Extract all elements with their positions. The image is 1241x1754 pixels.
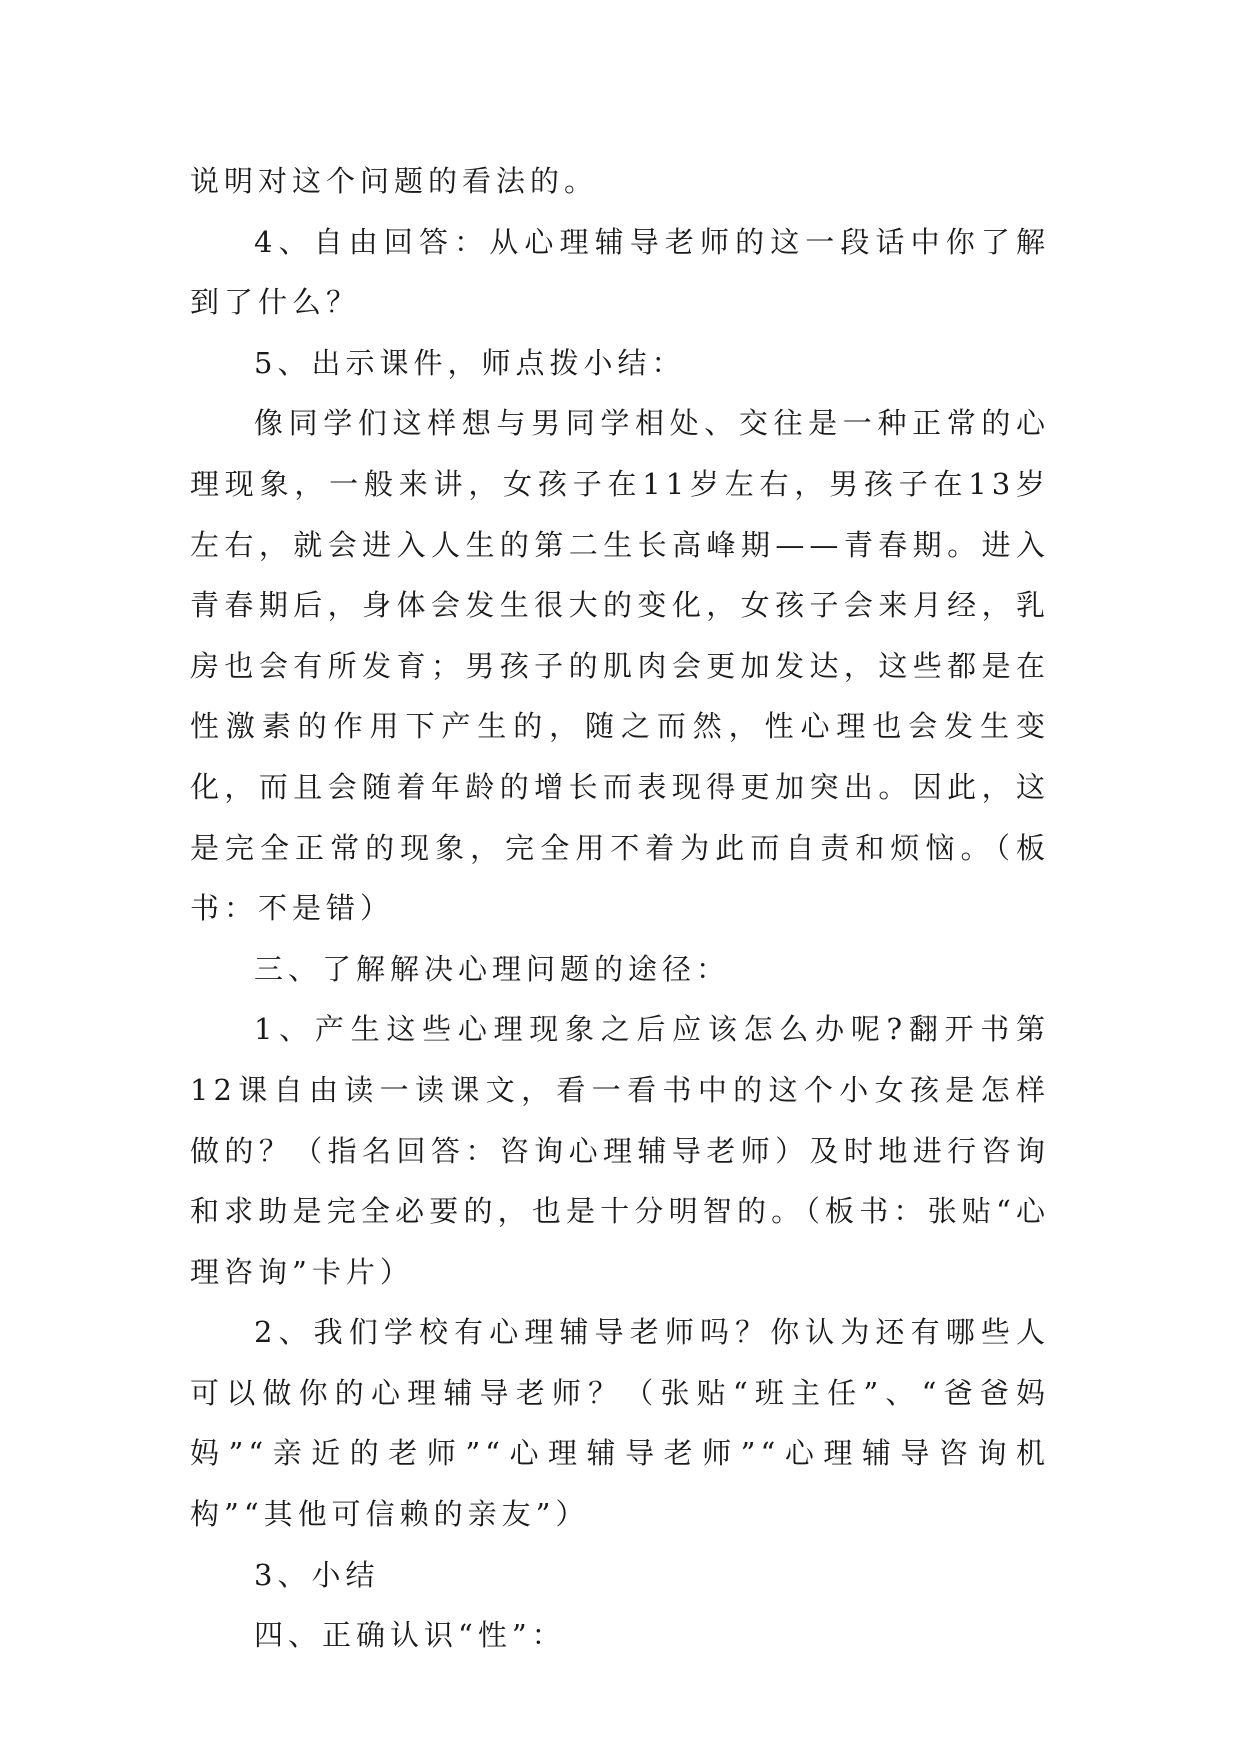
section-heading: 四、正确认识“性”： [254,1618,566,1653]
paragraph: 4、自由回答：从心理辅导老师的这一段话中你了解到了什么？ [190,224,1050,320]
section-heading: 三、了解解决心理问题的途径： [254,951,731,986]
document-body [190,151,1050,1666]
paragraph: 2、我们学校有心理辅导老师吗？你认为还有哪些人可以做你的心理辅导老师？（张贴“班主任”、“爸爸妈妈”“亲近的老师”“心理辅导老师”“心理辅导咨询机构”“其他可信赖的亲友”） [190,1315,1050,1532]
paragraph: 3、小结 [254,1557,380,1592]
paragraph: 说明对这个问题的看法的。 [190,164,599,198]
paragraph: 5、出示课件，师点拨小结： [254,345,686,380]
paragraph: 像同学们这样想与男同学相处、交往是一种正常的心理现象，一般来讲，女孩子在11岁左右，男孩子在13岁左右，就会进入人生的第二生长高峰期——青春期。进入青春期后，身体会发生很大的变化，女孩子会来月经，乳房也会有所发育；男孩子的肌肉会更加发达，这些都是在性激素的作用下产生的，随之而然，性心理也会发生变化，而且会随着年龄的增长而表现得更加突出。因此，这是完全正常的现象，完全用不着为此而自责和烦恼。（板书：不是错） [190,406,1050,926]
paragraph: 1、产生这些心理现象之后应该怎么办呢?翻开书第12课自由读一读课文，看一看书中的这个小女孩是怎样做的？（指名回答：咨询心理辅导老师）及时地进行咨询和求助是完全必要的，也是十分明智的。（板书：张贴“心理咨询”卡片） [190,1012,1050,1289]
